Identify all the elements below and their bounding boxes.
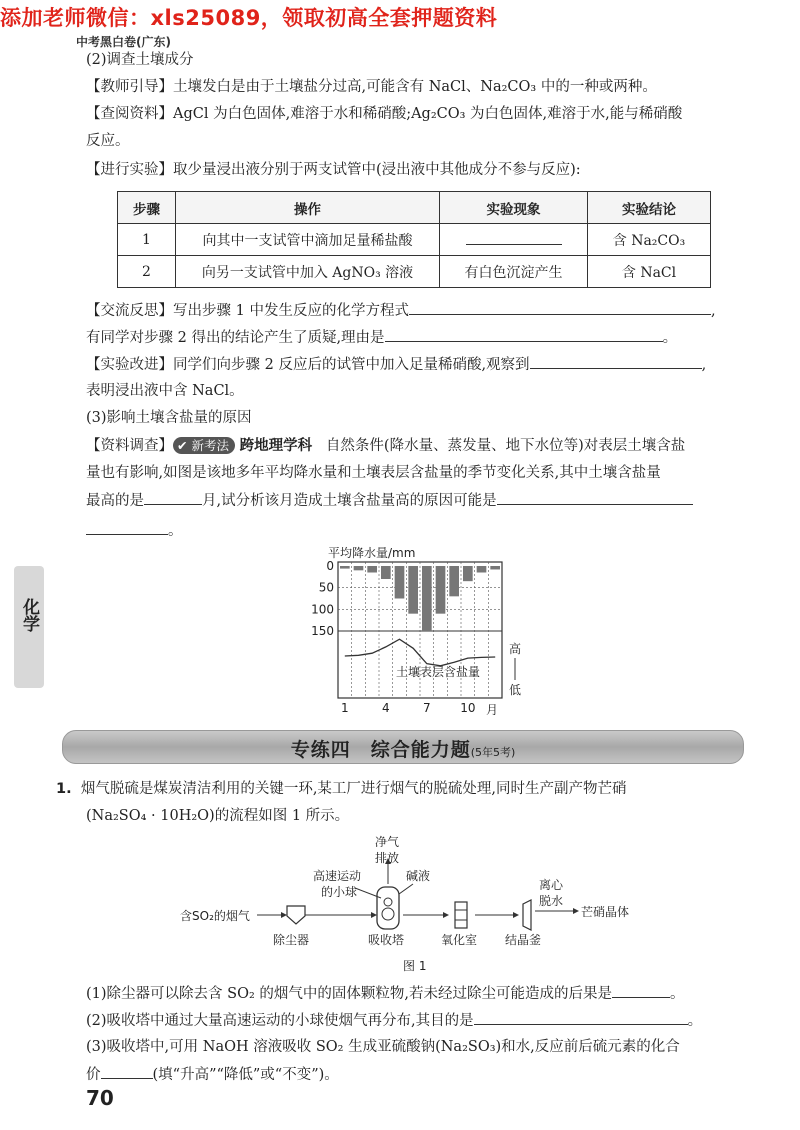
- cell-step: 1: [118, 224, 176, 256]
- alkali-label: 碱液: [406, 869, 431, 883]
- answer-blank[interactable]: [530, 354, 702, 369]
- section2-heading: (2)调查土壤成分: [86, 52, 194, 68]
- balls-label: 高速运动: [313, 869, 362, 883]
- bar-month-3: [367, 566, 377, 573]
- question-number: 1.: [56, 781, 72, 797]
- balls-label-2: 的小球: [321, 885, 358, 899]
- salt-line-label: 土壤表层含盐量: [396, 665, 481, 679]
- survey-line-3: [86, 490, 693, 511]
- answer-blank[interactable]: [497, 490, 693, 505]
- ball-icon: [382, 908, 394, 920]
- bar-month-8: [436, 566, 446, 614]
- x-axis-label: 月: [486, 703, 499, 717]
- text: 写出步骤 1 中发生反应的化学方程式: [173, 303, 409, 319]
- clean-gas-label-2: 排放: [375, 851, 400, 865]
- bar-month-5: [395, 566, 405, 599]
- crystallizer-label: 结晶釜: [505, 933, 542, 947]
- axis-high-label: 高: [509, 642, 522, 656]
- answer-blank[interactable]: [385, 327, 663, 342]
- period: 。: [662, 330, 678, 346]
- chart-title: 平均降水量/mm: [328, 546, 416, 560]
- answer-blank[interactable]: [144, 490, 202, 505]
- x-tick-label: 7: [423, 701, 431, 715]
- answer-blank[interactable]: [86, 520, 168, 535]
- header-conclusion: 实验结论: [588, 192, 711, 224]
- comma: ,: [701, 357, 707, 373]
- text: 最高的是: [86, 493, 144, 509]
- experiment-intro: [86, 160, 581, 180]
- cell-conclusion: 含 Na₂CO₃: [588, 224, 711, 256]
- y-tick-label: 100: [311, 602, 334, 617]
- subject-label: 跨地理学科: [239, 438, 313, 454]
- section-banner: [62, 730, 744, 764]
- bar-month-1: [340, 566, 350, 569]
- x-tick-label: 10: [460, 701, 476, 715]
- banner-note: (5年5考): [470, 746, 516, 759]
- tag: 【进行实验】: [86, 162, 173, 178]
- tower-label: 吸收塔: [368, 933, 405, 947]
- tag: 【交流反思】: [86, 303, 173, 319]
- axis-low-label: 低: [509, 683, 522, 697]
- arrow-head: [573, 908, 579, 914]
- text: (填“升高”“降低”或“不变”)。: [152, 1067, 339, 1083]
- centrifuge-label: 离心: [539, 878, 564, 892]
- cell-phenomenon: 有白色沉淀产生: [440, 256, 588, 288]
- pointer-line: [399, 884, 413, 894]
- page-number: 70: [86, 1086, 114, 1110]
- q1-sub2: [86, 1010, 702, 1031]
- dewater-label: 脱水: [539, 894, 564, 908]
- x-tick-label: 4: [382, 701, 390, 715]
- side-tab-label: 化学: [19, 598, 39, 632]
- figure-caption: 图 1: [403, 959, 427, 973]
- q1-sub3: (3)吸收塔中,可用 NaOH 溶液吸收 SO₂ 生成亚硫酸钠(Na₂SO₃)和水,反应前后硫元素的化合: [86, 1039, 680, 1055]
- new-method-badge: [173, 437, 235, 454]
- q1-line-2: (Na₂SO₄ · 10H₂O)的流程如图 1 所示。: [86, 808, 350, 824]
- q1-sub3-cont: [86, 1064, 339, 1085]
- reflection-line-2: [86, 327, 677, 348]
- answer-blank[interactable]: [612, 983, 670, 998]
- x-tick-label: 1: [341, 701, 349, 715]
- clean-gas-label: 净气: [375, 835, 400, 849]
- tag: 【实验改进】: [86, 357, 173, 373]
- arrow-head: [513, 912, 519, 918]
- cell-conclusion: 含 NaCl: [588, 256, 711, 288]
- flow-diagram: [175, 832, 685, 982]
- period: 。: [687, 1013, 703, 1029]
- precipitation-salt-chart: [300, 540, 530, 720]
- arrow-head: [443, 912, 449, 918]
- y-tick-label: 0: [326, 559, 334, 573]
- banner-text: [63, 735, 743, 762]
- bar-month-4: [381, 566, 391, 579]
- tag: 【资料调查】: [86, 438, 173, 454]
- section3-heading: (3)影响土壤含盐量的原因: [86, 410, 252, 426]
- survey-line-2: 量也有影响,如图是该地多年平均降水量和土壤表层含盐量的季节变化关系,其中土壤含盐量: [86, 465, 661, 481]
- crystallizer-icon: [523, 900, 531, 930]
- arrow-head: [371, 912, 377, 918]
- cell-operation: 向另一支试管中加入 AgNO₃ 溶液: [176, 256, 440, 288]
- y-ticks: [311, 559, 334, 638]
- answer-blank[interactable]: [474, 1010, 688, 1025]
- dust-collector-label: 除尘器: [273, 933, 310, 947]
- experiment-table: [117, 191, 711, 288]
- period: 。: [168, 523, 183, 539]
- reference-material-cont: 反应。: [86, 133, 130, 149]
- text: 同学们向步骤 2 反应后的试管中加入足量稀硝酸,观察到: [173, 357, 530, 373]
- y-tick-label: 50: [318, 580, 334, 595]
- answer-blank[interactable]: [101, 1064, 153, 1079]
- flow-input-label: 含SO₂的烟气: [180, 909, 250, 923]
- q1-line-1: [56, 779, 627, 799]
- period: 。: [670, 986, 685, 1002]
- bar-month-10: [463, 566, 473, 581]
- dust-collector-icon: [287, 906, 305, 924]
- ball-icon: [384, 898, 392, 906]
- bar-month-6: [408, 566, 418, 614]
- badge-label: 新考法: [191, 438, 229, 453]
- cell-step: 2: [118, 256, 176, 288]
- tag: 【教师引导】: [86, 79, 173, 95]
- text: 土壤发白是由于土壤盐分过高,可能含有 NaCl、Na₂CO₃ 中的一种或两种。: [173, 79, 657, 95]
- reference-material: [86, 104, 682, 124]
- cell-phenomenon: [440, 224, 588, 256]
- answer-blank[interactable]: [466, 230, 562, 245]
- banner-title: 专练四 综合能力题: [290, 739, 471, 761]
- text: 取少量浸出液分别于两支试管中(浸出液中其他成分不参与反应):: [173, 162, 581, 178]
- y-tick-label: 150: [311, 624, 334, 638]
- text: 自然条件(降水量、蒸发量、地下水位等)对表层土壤含盐: [325, 438, 686, 454]
- header-operation: 操作: [176, 192, 440, 224]
- table-row: [118, 224, 711, 256]
- header-phenomenon: 实验现象: [440, 192, 588, 224]
- watermark: 添加老师微信：xls25089，领取初高全套押题资料: [0, 6, 498, 30]
- bar-month-2: [354, 566, 364, 570]
- answer-blank[interactable]: [409, 300, 711, 315]
- survey-line: [86, 436, 685, 456]
- comma: ,: [710, 303, 716, 319]
- improvement-line: [86, 354, 706, 375]
- table-header-row: [118, 192, 711, 224]
- text: (2)吸收塔中通过大量高速运动的小球使烟气再分布,其目的是: [86, 1013, 474, 1029]
- text: 烟气脱硫是煤炭清洁利用的关键一环,某工厂进行烟气的脱硫处理,同时生产副产物芒硝: [80, 781, 627, 797]
- teacher-guide: [86, 77, 657, 97]
- bar-month-11: [477, 566, 487, 573]
- product-label: 芒硝晶体: [581, 905, 630, 919]
- bar-month-7: [422, 566, 432, 631]
- bar-month-12: [490, 566, 500, 569]
- oxidation-label: 氧化室: [441, 933, 478, 947]
- table-row: [118, 256, 711, 288]
- cell-operation: 向其中一支试管中滴加足量稀盐酸: [176, 224, 440, 256]
- text: AgCl 为白色固体,难溶于水和稀硝酸;Ag₂CO₃ 为白色固体,难溶于水,能与稀硝酸: [173, 106, 683, 122]
- x-ticks: [341, 701, 475, 715]
- oxidation-chamber-icon: [455, 902, 467, 928]
- survey-line-4: [86, 520, 183, 541]
- q1-sub1: [86, 983, 685, 1004]
- arrow-head: [281, 912, 287, 918]
- header-step: 步骤: [118, 192, 176, 224]
- page-header: 中考黑白卷(广东): [76, 35, 171, 49]
- text: 价: [86, 1067, 101, 1083]
- check-icon: ✔: [177, 438, 188, 453]
- reflection-line: [86, 300, 716, 321]
- tag: 【查阅资料】: [86, 106, 173, 122]
- bar-month-9: [449, 566, 459, 596]
- improvement-line-2: 表明浸出液中含 NaCl。: [86, 383, 244, 399]
- text: 月,试分析该月造成土壤含盐量高的原因可能是: [202, 493, 497, 509]
- text: (1)除尘器可以除去含 SO₂ 的烟气中的固体颗粒物,若未经过除尘可能造成的后果是: [86, 986, 612, 1002]
- subject-side-tab: [14, 566, 44, 688]
- text: 有同学对步骤 2 得出的结论产生了质疑,理由是: [86, 330, 385, 346]
